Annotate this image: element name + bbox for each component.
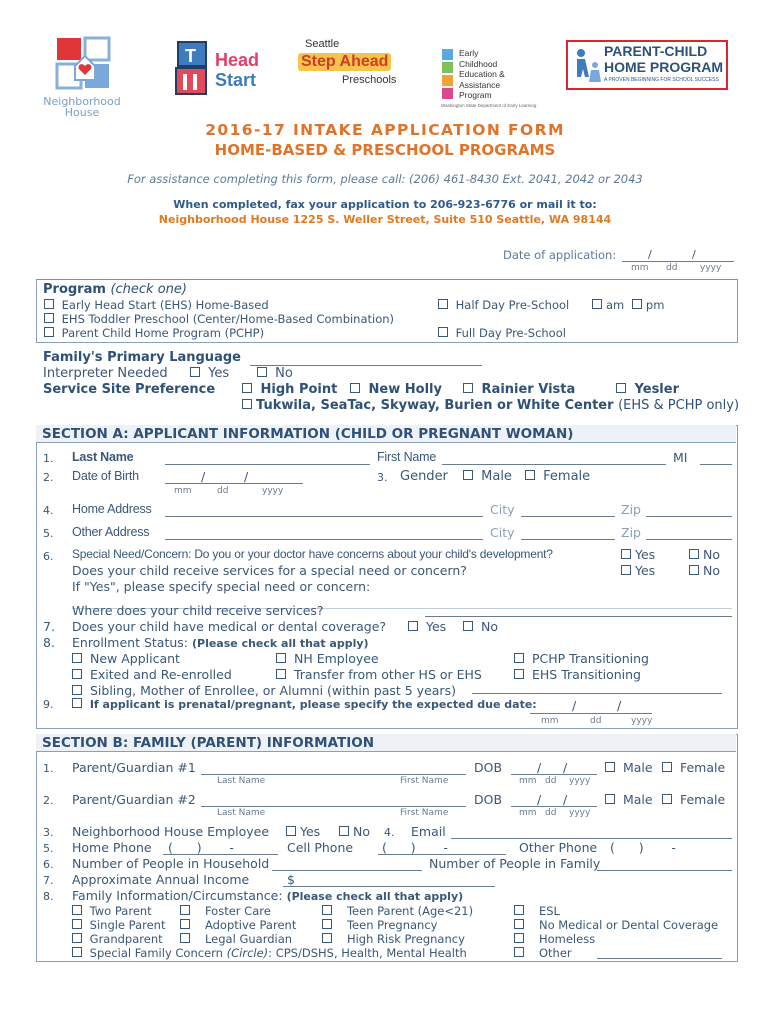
program-half-day[interactable]: [438, 298, 569, 312]
option-label: Sibling, Mother of Enrollee, or Alumni (within past 5 years): [89, 683, 456, 698]
yes-label: Yes: [300, 824, 321, 839]
option-label: Exited and Re-enrolled: [89, 667, 232, 682]
checkbox-icon: [689, 565, 699, 575]
primary-language-label: Family's Primary Language: [43, 350, 241, 365]
option-label: High Risk Pregnancy: [346, 932, 465, 946]
item-number: 1.: [43, 452, 54, 465]
enroll-sibling-alumni[interactable]: [72, 683, 456, 698]
circ-high-risk[interactable]: [322, 932, 465, 946]
yyyy-hint: yyyy: [631, 716, 653, 726]
interpreter-yes[interactable]: [190, 366, 229, 381]
home-city-field[interactable]: [521, 516, 615, 517]
where-services-field[interactable]: [425, 616, 732, 617]
checkbox-icon: [662, 794, 672, 804]
checkbox-icon: [72, 653, 82, 663]
checkbox-icon: [276, 653, 286, 663]
checkbox-icon: [605, 762, 615, 772]
logo-text: Step Ahead: [298, 53, 391, 71]
yes-label: Yes: [635, 547, 656, 562]
guardian-2-female[interactable]: [662, 792, 725, 807]
yes-label: Yes: [208, 366, 230, 381]
child-last-name-field[interactable]: [165, 464, 370, 465]
logo-text: Seattle: [305, 38, 340, 50]
item-number: 8.: [43, 635, 55, 650]
checkbox-icon: [632, 299, 642, 309]
sibling-alumni-field[interactable]: [472, 693, 722, 694]
page-subtitle: HOME-BASED & PRESCHOOL PROGRAMS: [214, 141, 556, 159]
checkbox-icon: [514, 947, 524, 957]
first-name-hint: First Name: [400, 808, 449, 818]
medical-coverage-question: Does your child have medical or dental coverage?: [72, 619, 387, 634]
guardian-1-female[interactable]: [662, 760, 725, 775]
last-name-hint: Last Name: [217, 808, 266, 818]
mm-hint: mm: [174, 486, 192, 496]
page-title: 2016-17 INTAKE APPLICATION FORM: [205, 121, 565, 139]
circ-legal-guardian[interactable]: [180, 932, 292, 946]
female-label: Female: [543, 469, 591, 484]
guardian-1-male[interactable]: [605, 760, 653, 775]
item-number: 3.: [43, 826, 54, 839]
nh-employee-no[interactable]: [339, 824, 370, 839]
circ-two-parent[interactable]: [72, 904, 152, 918]
no-label: No: [353, 824, 370, 839]
checkbox-icon: [438, 327, 448, 337]
yyyy-hint: yyyy: [569, 808, 591, 818]
interpreter-no[interactable]: [257, 366, 293, 381]
gender-male[interactable]: [463, 469, 512, 484]
option-label: EHS Toddler Preschool (Center/Home-Based Combination): [61, 312, 395, 326]
site-label: High Point: [260, 382, 338, 397]
last-name-label: Last Name: [72, 450, 134, 464]
checkbox-icon: [72, 919, 82, 929]
logo-text: Neighborhood: [43, 95, 121, 108]
logo-text: Early: [459, 48, 479, 58]
cell-phone-field[interactable]: ( ) -: [382, 840, 448, 855]
dd-hint: dd: [545, 808, 557, 818]
circ-no-coverage[interactable]: [514, 918, 718, 932]
item-number: 1.: [43, 762, 54, 775]
circ-foster-care[interactable]: [180, 904, 271, 918]
zip-label: Zip: [621, 525, 641, 540]
special-need-question: Special Need/Concern: Do you or your doctor have concerns about your child's development?: [72, 547, 553, 561]
program-hint: (check one): [110, 282, 187, 297]
child-mi-field[interactable]: [700, 464, 732, 465]
circ-teen-parent[interactable]: [322, 904, 473, 918]
prenatal-label: If applicant is prenatal/pregnant, please specify the expected due date:: [89, 698, 537, 711]
enroll-new-applicant[interactable]: [72, 651, 180, 666]
circ-single-parent[interactable]: [72, 918, 165, 932]
home-phone-field[interactable]: ( ) -: [168, 840, 234, 855]
checkbox-icon: [592, 299, 602, 309]
medical-coverage-no[interactable]: [463, 619, 498, 634]
circ-grandparent[interactable]: [72, 932, 163, 946]
assistance-text: For assistance completing this form, please call: (206) 461-8430 Ext. 2041, 2042 or 2043: [127, 172, 643, 186]
option-label: Legal Guardian: [204, 932, 293, 946]
dd-hint: dd: [666, 263, 678, 273]
option-label: Special Family Concern: [89, 946, 223, 960]
income-field[interactable]: [283, 886, 495, 887]
logo-text: HOME PROGRAM: [604, 59, 723, 75]
option-label: Other: [538, 946, 572, 960]
circumstance-label: Family Information/Circumstance:: [72, 888, 283, 903]
circ-other-field[interactable]: [597, 958, 722, 959]
male-label: Male: [622, 760, 653, 775]
checkbox-icon: [605, 794, 615, 804]
site-yesler[interactable]: [616, 382, 679, 397]
checkbox-icon: [514, 653, 524, 663]
enrollment-hint: (Please check all that apply): [191, 637, 369, 650]
family-count-label: Number of People in Family: [429, 856, 601, 871]
enroll-transfer[interactable]: [276, 667, 482, 682]
yyyy-hint: yyyy: [700, 263, 722, 273]
home-zip-field[interactable]: [646, 516, 732, 517]
first-name-label: First Name: [377, 450, 437, 464]
site-new-holly[interactable]: [350, 382, 442, 397]
site-high-point[interactable]: [242, 382, 337, 397]
checkbox-icon: [322, 905, 332, 915]
family-count-field[interactable]: [597, 870, 732, 871]
checkbox-icon: [242, 383, 252, 393]
checkbox-icon: [72, 669, 82, 679]
program-ehs-home-based[interactable]: [44, 298, 269, 312]
concern-list: : CPS/DSHS, Health, Mental Health: [268, 946, 467, 960]
city-label: City: [490, 525, 515, 540]
child-first-name-field[interactable]: [442, 464, 666, 465]
circ-teen-pregnancy[interactable]: [322, 918, 437, 932]
checkbox-icon: [286, 826, 296, 836]
site-label: Tukwila, SeaTac, Skyway, Burien or White Center: [256, 398, 614, 413]
parent-child-logo: [566, 40, 728, 90]
female-label: Female: [679, 760, 726, 775]
interpreter-needed-label: Interpreter Needed: [43, 366, 168, 381]
home-address-field[interactable]: [165, 516, 483, 517]
mi-label: MI: [673, 450, 688, 465]
section-a-title: SECTION A: APPLICANT INFORMATION (CHILD OR PREGNANT WOMAN): [36, 425, 736, 443]
checkbox-icon: [514, 905, 524, 915]
checkbox-icon: [44, 327, 54, 337]
checkbox-icon: [180, 919, 190, 929]
circ-special-concern[interactable]: [72, 946, 467, 960]
site-rainier-vista[interactable]: [463, 382, 575, 397]
enroll-exited-reenrolled[interactable]: [72, 667, 232, 682]
checkbox-icon: [72, 698, 82, 708]
other-address-label: Other Address: [72, 525, 150, 539]
receive-services-question: Does your child receive services for a special need or concern?: [72, 563, 467, 578]
eceap-icon: [441, 48, 455, 100]
logo-text: PARENT-CHILD: [604, 43, 708, 59]
option-label: No Medical or Dental Coverage: [538, 918, 719, 932]
checkbox-icon: [72, 947, 82, 957]
option-label: NH Employee: [293, 651, 379, 666]
item-number: 9.: [43, 698, 54, 711]
checkbox-icon: [322, 919, 332, 929]
guardian-2-label: Parent/Guardian #2: [72, 792, 196, 807]
special-need-yes[interactable]: [621, 547, 655, 562]
mm-hint: mm: [519, 776, 537, 786]
fax-instructions: When completed, fax your application to 206-923-6776 or mail it to:: [173, 198, 597, 211]
checkbox-icon: [463, 470, 473, 480]
nh-employee-label: Neighborhood House Employee: [72, 824, 270, 839]
checkbox-icon: [72, 933, 82, 943]
option-label: Adoptive Parent: [204, 918, 297, 932]
gender-label: Gender: [400, 469, 448, 484]
no-label: No: [703, 547, 720, 562]
dob-label: DOB: [474, 792, 503, 807]
checkbox-icon: [438, 299, 448, 309]
checkbox-icon: [190, 367, 200, 377]
site-south-king[interactable]: [242, 398, 739, 413]
circle-hint: (Circle): [226, 946, 269, 960]
mailing-address: Neighborhood House 1225 S. Weller Street, Suite 510 Seattle, WA 98144: [158, 213, 612, 226]
household-label: Number of People in Household: [72, 856, 270, 871]
cell-phone-line: [378, 854, 506, 855]
checkbox-icon: [339, 826, 349, 836]
dd-hint: dd: [545, 776, 557, 786]
home-phone-label: Home Phone: [72, 840, 152, 855]
guardian-1-dob-field[interactable]: [511, 774, 597, 775]
checkbox-icon: [408, 621, 418, 631]
option-label: Foster Care: [204, 904, 271, 918]
nh-employee-yes[interactable]: [286, 824, 320, 839]
first-name-hint: First Name: [400, 776, 449, 786]
item-number: 4.: [43, 504, 54, 517]
no-label: No: [480, 619, 498, 634]
program-am-pm[interactable]: [592, 298, 664, 312]
program-label: Program: [43, 282, 106, 297]
section-b-title: SECTION B: FAMILY (PARENT) INFORMATION: [36, 734, 736, 752]
site-label: Yesler: [634, 382, 679, 397]
dob-label: DOB: [474, 760, 503, 775]
female-label: Female: [679, 792, 726, 807]
option-label: Full Day Pre-School: [455, 326, 566, 340]
service-site-label: Service Site Preference: [43, 382, 216, 397]
blocks-icon: [174, 40, 214, 96]
checkbox-icon: [514, 669, 524, 679]
family-icon: [571, 45, 603, 87]
yyyy-hint: yyyy: [262, 486, 284, 496]
logo-text: Head: [215, 50, 260, 70]
item-number: 2.: [43, 794, 54, 807]
checkbox-icon: [621, 565, 631, 575]
income-label: Approximate Annual Income: [72, 872, 250, 887]
am-label: am: [606, 298, 625, 312]
guardian-2-name-field[interactable]: [201, 806, 466, 807]
option-label: Parent Child Home Program (PCHP): [61, 326, 265, 340]
guardian-1-name-field[interactable]: [201, 774, 466, 775]
checkbox-icon: [463, 383, 473, 393]
pm-label: pm: [645, 298, 665, 312]
program-pchp[interactable]: [44, 326, 264, 340]
other-phone-field[interactable]: ( ) -: [610, 840, 676, 855]
circ-other[interactable]: [514, 946, 572, 960]
other-zip-field[interactable]: [646, 539, 732, 540]
where-services-label: Where does your child receive services?: [72, 603, 324, 618]
logo-text: Childhood: [459, 58, 498, 69]
no-label: No: [703, 563, 720, 578]
male-label: Male: [481, 469, 512, 484]
program-ehs-toddler[interactable]: [44, 312, 394, 326]
item-number: 4.: [384, 826, 395, 839]
receive-services-no[interactable]: [689, 563, 720, 578]
enroll-ehs-transitioning[interactable]: [514, 667, 641, 682]
checkbox-icon: [514, 933, 524, 943]
option-label: Half Day Pre-School: [455, 298, 570, 312]
city-label: City: [490, 502, 515, 517]
circ-adoptive-parent[interactable]: [180, 918, 296, 932]
dd-hint: dd: [217, 486, 229, 496]
checkbox-icon: [72, 905, 82, 915]
option-label: Teen Pregnancy: [346, 918, 438, 932]
checkbox-icon: [463, 621, 473, 631]
yes-label: Yes: [635, 563, 656, 578]
email-label: Email: [411, 824, 446, 839]
dob-label: Date of Birth: [72, 469, 139, 483]
last-name-hint: Last Name: [217, 776, 266, 786]
item-number: 5.: [43, 842, 54, 855]
gender-female[interactable]: [525, 469, 590, 484]
item-number: 6.: [43, 858, 54, 871]
option-label: Two Parent: [89, 904, 152, 918]
logo-text: Washington State Department of Early Learning: [441, 103, 537, 108]
guardian-2-dob-field[interactable]: [511, 806, 597, 807]
checkbox-icon: [276, 669, 286, 679]
receive-services-yes[interactable]: [621, 563, 655, 578]
date-of-application-field[interactable]: [622, 261, 734, 262]
home-phone-line: [163, 854, 278, 855]
circ-esl[interactable]: [514, 904, 560, 918]
option-label: ESL: [538, 904, 560, 918]
checkbox-icon: [525, 470, 535, 480]
site-label: Rainier Vista: [481, 382, 576, 397]
item-number: 5.: [43, 527, 54, 540]
option-label: EHS Transitioning: [531, 667, 641, 682]
option-label: Homeless: [538, 932, 596, 946]
prenatal-due-date[interactable]: [72, 698, 537, 711]
mm-hint: mm: [541, 716, 559, 726]
zip-label: Zip: [621, 502, 641, 517]
item-number: 6.: [43, 550, 54, 563]
logo-text: House: [64, 106, 100, 119]
no-label: No: [275, 366, 293, 381]
guardian-2-male[interactable]: [605, 792, 653, 807]
house-icon: [55, 36, 111, 94]
household-field[interactable]: [272, 870, 422, 871]
checkbox-icon: [322, 933, 332, 943]
item-number: 3.: [377, 471, 388, 484]
yyyy-hint: yyyy: [569, 776, 591, 786]
mm-hint: mm: [631, 263, 649, 273]
yes-label: Yes: [425, 619, 447, 634]
checkbox-icon: [44, 313, 54, 323]
option-label: Transfer from other HS or EHS: [293, 667, 482, 682]
email-field[interactable]: [451, 838, 732, 839]
due-date-field[interactable]: [530, 713, 652, 714]
checkbox-icon: [350, 383, 360, 393]
enroll-pchp-transitioning[interactable]: [514, 651, 649, 666]
checkbox-icon: [514, 919, 524, 929]
special-need-no[interactable]: [689, 547, 720, 562]
other-address-field[interactable]: [165, 539, 483, 540]
option-label: Grandparent: [89, 932, 163, 946]
program-full-day[interactable]: [438, 326, 566, 340]
option-label: Single Parent: [89, 918, 166, 932]
site-note: (EHS & PCHP only): [618, 398, 740, 413]
checkbox-icon: [616, 383, 626, 393]
item-number: 7.: [43, 619, 55, 634]
checkbox-icon: [180, 905, 190, 915]
checkbox-icon: [689, 549, 699, 559]
svg-text:T: T: [185, 46, 196, 66]
mm-hint: mm: [519, 808, 537, 818]
cell-phone-label: Cell Phone: [287, 840, 354, 855]
circumstance-hint: (Please check all that apply): [286, 890, 464, 903]
checkbox-icon: [242, 399, 252, 409]
home-address-label: Home Address: [72, 502, 152, 516]
checkbox-icon: [257, 367, 267, 377]
item-number: 8.: [43, 890, 54, 903]
logo-text: Assistance: [459, 79, 501, 90]
logo-text: Education &: [459, 69, 505, 79]
specify-need-label: If "Yes", please specify special need or concern:: [72, 579, 371, 594]
site-label: New Holly: [368, 382, 442, 397]
enroll-nh-employee[interactable]: [276, 651, 379, 666]
other-phone-label: Other Phone: [519, 840, 598, 855]
option-label: PCHP Transitioning: [531, 651, 649, 666]
enrollment-status-label: Enrollment Status:: [72, 635, 188, 650]
guardian-1-label: Parent/Guardian #1: [72, 760, 196, 775]
child-dob-field[interactable]: [165, 483, 303, 484]
checkbox-icon: [180, 933, 190, 943]
item-number: 2.: [43, 471, 54, 484]
option-label: New Applicant: [89, 651, 180, 666]
option-label: Teen Parent (Age<21): [346, 904, 474, 918]
option-label: Early Head Start (EHS) Home-Based: [61, 298, 269, 312]
dd-hint: dd: [590, 716, 602, 726]
male-label: Male: [622, 792, 653, 807]
date-of-application-label: Date of application:: [503, 248, 617, 262]
logo-text: Preschools: [342, 74, 397, 86]
item-number: 7.: [43, 874, 54, 887]
logo-text: Program: [459, 90, 492, 100]
checkbox-icon: [621, 549, 631, 559]
logo-text: Start: [215, 70, 257, 90]
checkbox-icon: [72, 685, 82, 695]
checkbox-icon: [44, 299, 54, 309]
dollar-sign: $: [287, 872, 295, 887]
logo-text: A PROVEN BEGINNING FOR SCHOOL SUCCESS: [604, 77, 719, 83]
circ-homeless[interactable]: [514, 932, 595, 946]
other-city-field[interactable]: [521, 539, 615, 540]
medical-coverage-yes[interactable]: [408, 619, 446, 634]
checkbox-icon: [662, 762, 672, 772]
